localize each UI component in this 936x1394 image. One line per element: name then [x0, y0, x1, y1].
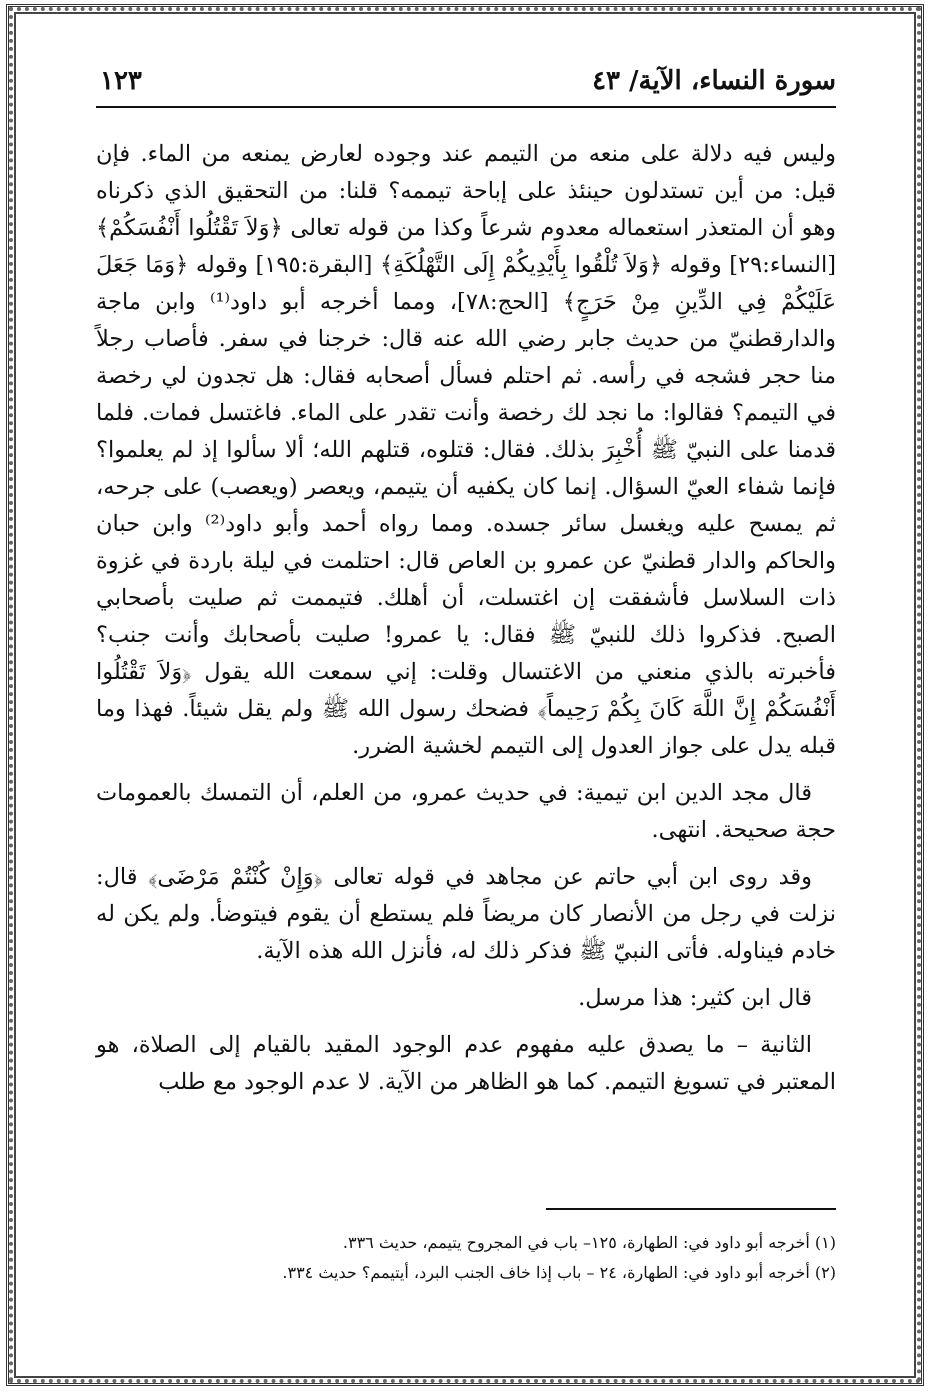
paragraph-1: وليس فيه دلالة على منعه من التيمم عند وجوده لعارض يمنعه من الماء. فإن قيل: من أين تستدلون حينئذ على إباحة تيممه؟ قلنا: من التحقيق الذي ذكرناه وهو أن المتعذر استعماله معدوم شرعاً وكذا من قوله تعالى ﴿وَلاَ تَقْتُلُوا أَنْفُسَكُمْ﴾ [النساء:٢٩] وقوله ﴿وَلاَ تُلْقُوا بِأَيْدِيكُمْ إِلَى التَّهْلُكَةِ﴾ [البقرة:١٩٥] وقوله ﴿وَمَا جَعَلَ عَلَيْكُمْ فِي الدِّينِ مِنْ حَرَجٍ﴾ [الحج:٧٨]، ومما أخرجه أبو داود⁽¹⁾ وابن ماجة والدارقطنيّ من حديث جابر رضي الله عنه قال: خرجنا في سفر. فأصاب رجلاً منا حجر فشجه في رأسه. ثم احتلم فسأل أصحابه فقال: هل تجدون لي رخصة في التيمم؟ فقالوا: ما نجد لك رخصة وأنت تقدر على الماء. فاغتسل فمات. فلما قدمنا على النبيّ ﷺ أُخْبِرَ بذلك. فقال: قتلوه، قتلهم الله؛ ألا سألوا إذ لم يعلموا؟ فإنما شفاء العيّ السؤال. إنما كان يكفيه أن يتيمم، ويعصر (ويعصب) على جرحه، ثم يمسح عليه ويغسل سائر جسده. ومما رواه أحمد وأبو داود⁽²⁾ وابن حبان والحاكم والدار قطنيّ عن عمرو بن العاص قال: احتلمت في ليلة باردة في غزوة ذات السلاسل فأشفقت إن اغتسلت، أن أهلك. فتيممت ثم صليت بأصحابي الصبح. فذكروا ذلك للنبيّ ﷺ فقال: يا عمرو! صليت بأصحابك وأنت جنب؟ فأخبرته بالذي منعني من الاغتسال وقلت: إني سمعت الله يقول ﴿وَلاَ تَقْتُلُوا أَنْفُسَكُمْ إِنَّ اللَّهَ كَانَ بِكُمْ رَحِيماً﴾ فضحك رسول الله ﷺ ولم يقل شيئاً. فهذا وما قبله يدل على جواز العدول إلى التيمم لخشية الضرر. [96, 141, 837, 759]
book-page [96, 60, 836, 1330]
footnotes [96, 1228, 836, 1288]
paragraph-2: قال مجد الدين ابن تيمية: في حديث عمرو، من العلم، أن التمسك بالعمومات حجة صحيحة. انتهى. [96, 780, 836, 843]
footnote-1: (١) أخرجه أبو داود في: الطهارة، ١٢٥– باب في المجروح يتيمم، حديث ٣٣٦. [342, 1233, 836, 1252]
paragraph-5: الثانية – ما يصدق عليه مفهوم عدم الوجود المقيد بالقيام إلى الصلاة، هو المعتبر في تسويغ التيمم. كما هو الظاهر من الآية. لا عدم الوجود مع طلب [96, 1032, 836, 1095]
footnote-divider [546, 1208, 836, 1210]
running-header [96, 60, 836, 108]
main-text [96, 136, 836, 1101]
paragraph-4: قال ابن كثير: هذا مرسل. [578, 985, 812, 1011]
header-title: سورة النساء، الآية/ ٤٣ [592, 66, 836, 96]
footnote-2: (٢) أخرجه أبو داود في: الطهارة، ٢٤ – باب إذا خاف الجنب البرد، أيتيمم؟ حديث ٣٣٤. [282, 1263, 836, 1282]
page-number: ١٢٣ [100, 66, 142, 96]
paragraph-3: وقد روى ابن أبي حاتم عن مجاهد في قوله تعالى ﴿وَإِنْ كُنْتُمْ مَرْضَى﴾ قال: نزلت في رجل من الأنصار كان مريضاً فلم يستطع أن يقوم فيتوضأ. ولم يكن له خادم فيناوله. فأتى النبيّ ﷺ فذكر ذلك له، فأنزل الله هذه الآية. [96, 864, 836, 964]
